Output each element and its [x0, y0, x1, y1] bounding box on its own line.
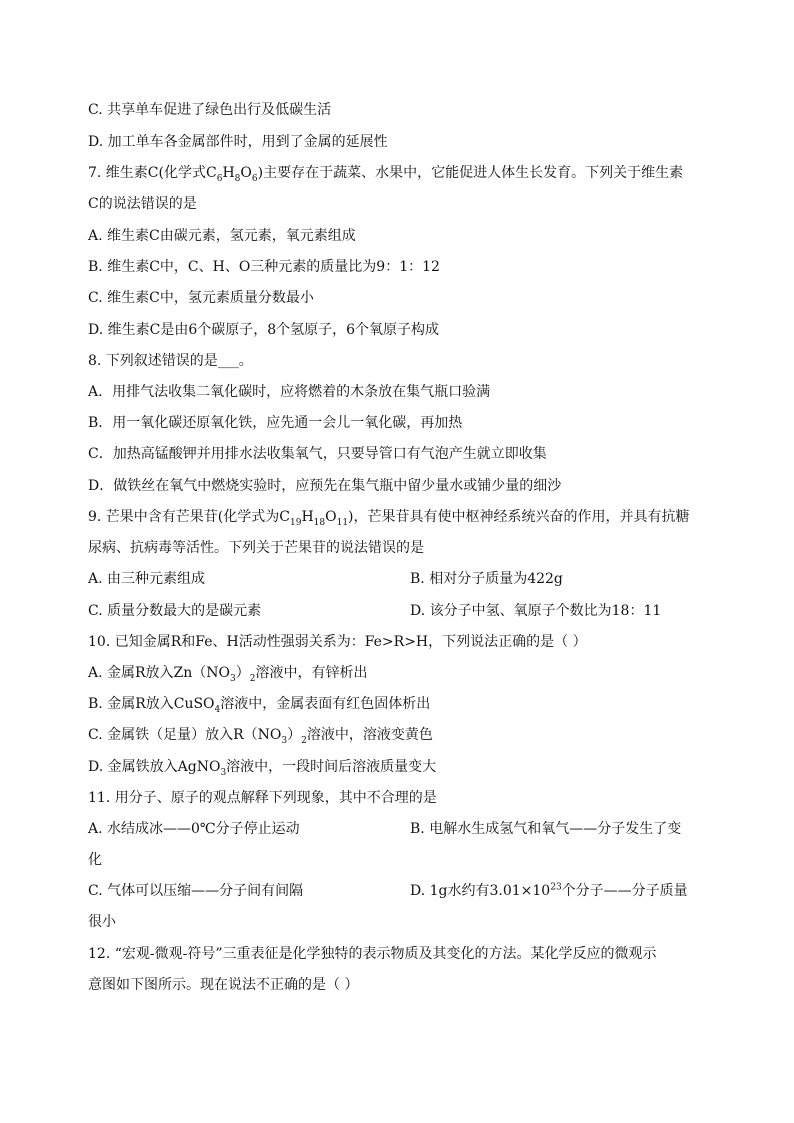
q8-option-a: A．用排气法收集二氧化碳时，应将燃着的木条放在集气瓶口验满: [88, 384, 491, 400]
q9-stem-line2: 尿病、抗病毒等活性。下列关于芒果苷的说法错误的是: [88, 540, 424, 556]
q11-option-b: B. 电解水生成氢气和氧气——分子发生了变: [410, 821, 682, 837]
q10-stem: 10. 已知金属R和Fe、H活动性强弱关系为：Fe>R>H，下列说法正确的是（ ）: [88, 634, 587, 650]
q8-stem: 8. 下列叙述错误的是___。: [88, 353, 253, 369]
q7-option-d: D. 维生素C是由6个碳原子，8个氢原子，6个氧原子构成: [88, 322, 440, 338]
q10-option-b: B. 金属R放入CuSO$_4$溶液中，金属表面有红色固体析出: [88, 696, 431, 715]
q7-stem-line1: 7. 维生素C(化学式$C_6H_8O_6$)主要存在于蔬菜、水果中，它能促进人体生长发育。下列关于维生素: [88, 165, 684, 184]
q7-option-a: A. 维生素C由碳元素，氢元素，氧元素组成: [88, 228, 356, 244]
q10-option-a: A. 金属R放入$Zn(NO_3)_2$溶液中，有锌析出: [88, 665, 368, 684]
q9-option-b: B. 相对分子质量为422g: [410, 571, 563, 587]
q9-option-d: D. 该分子中氢、氧原子个数比为18：11: [410, 603, 662, 619]
q7-stem-line2: C的说法错误的是: [88, 196, 197, 212]
q11-option-d-wrap: 很小: [88, 914, 116, 930]
q12-stem-line2: 意图如下图所示。现在说法不正确的是（ ）: [88, 977, 359, 993]
q11-option-d: D. 1g水约有$3.01\times 10^{23}$个分子——分子质量: [410, 882, 688, 899]
q10-option-c: C. 金属铁（足量）放入$R(NO_3)_2$溶液中，溶液变黄色: [88, 727, 433, 746]
q10-option-d: D. 金属铁放入AgNO$_3$溶液中，一段时间后溶液质量变大: [88, 759, 437, 778]
q6-option-d: D. 加工单车各金属部件时，用到了金属的延展性: [88, 134, 388, 150]
q6-option-c: C. 共享单车促进了绿色出行及低碳生活: [88, 102, 332, 118]
q8-option-c: C．加热高锰酸钾并用排水法收集氧气，只要导管口有气泡产生就立即收集: [88, 446, 547, 462]
q11-stem: 11. 用分子、原子的观点解释下列现象，其中不合理的是: [88, 790, 437, 806]
q11-option-b-wrap: 化: [88, 852, 102, 868]
q8-option-d: D．做铁丝在氧气中燃烧实验时，应预先在集气瓶中留少量水或铺少量的细沙: [88, 478, 562, 494]
q7-option-c: C. 维生素C中，氢元素质量分数最小: [88, 290, 314, 306]
q9-option-a: A. 由三种元素组成: [88, 571, 206, 587]
q7-option-b: B. 维生素C中，C、H、O三种元素的质量比为9：1：12: [88, 259, 440, 275]
q8-option-b: B．用一氧化碳还原氧化铁，应先通一会儿一氧化碳，再加热: [88, 415, 463, 431]
q9-option-c: C. 质量分数最大的是碳元素: [88, 603, 262, 619]
q9-stem-line1: 9. 芒果中含有芒果苷(化学式为$C_{19}H_{18}O_{11}$)，芒果苷具有使中枢神经系统兴奋的作用，并具有抗糖: [88, 509, 690, 528]
q11-option-c: C. 气体可以压缩——分子间有间隔: [88, 883, 304, 899]
q11-option-a: A. 水结成冰——0℃分子停止运动: [88, 821, 300, 837]
q12-stem-line1: 12. “宏观-微观-符号”三重表征是化学独特的表示物质及其变化的方法。某化学反应的微观示: [88, 946, 657, 962]
